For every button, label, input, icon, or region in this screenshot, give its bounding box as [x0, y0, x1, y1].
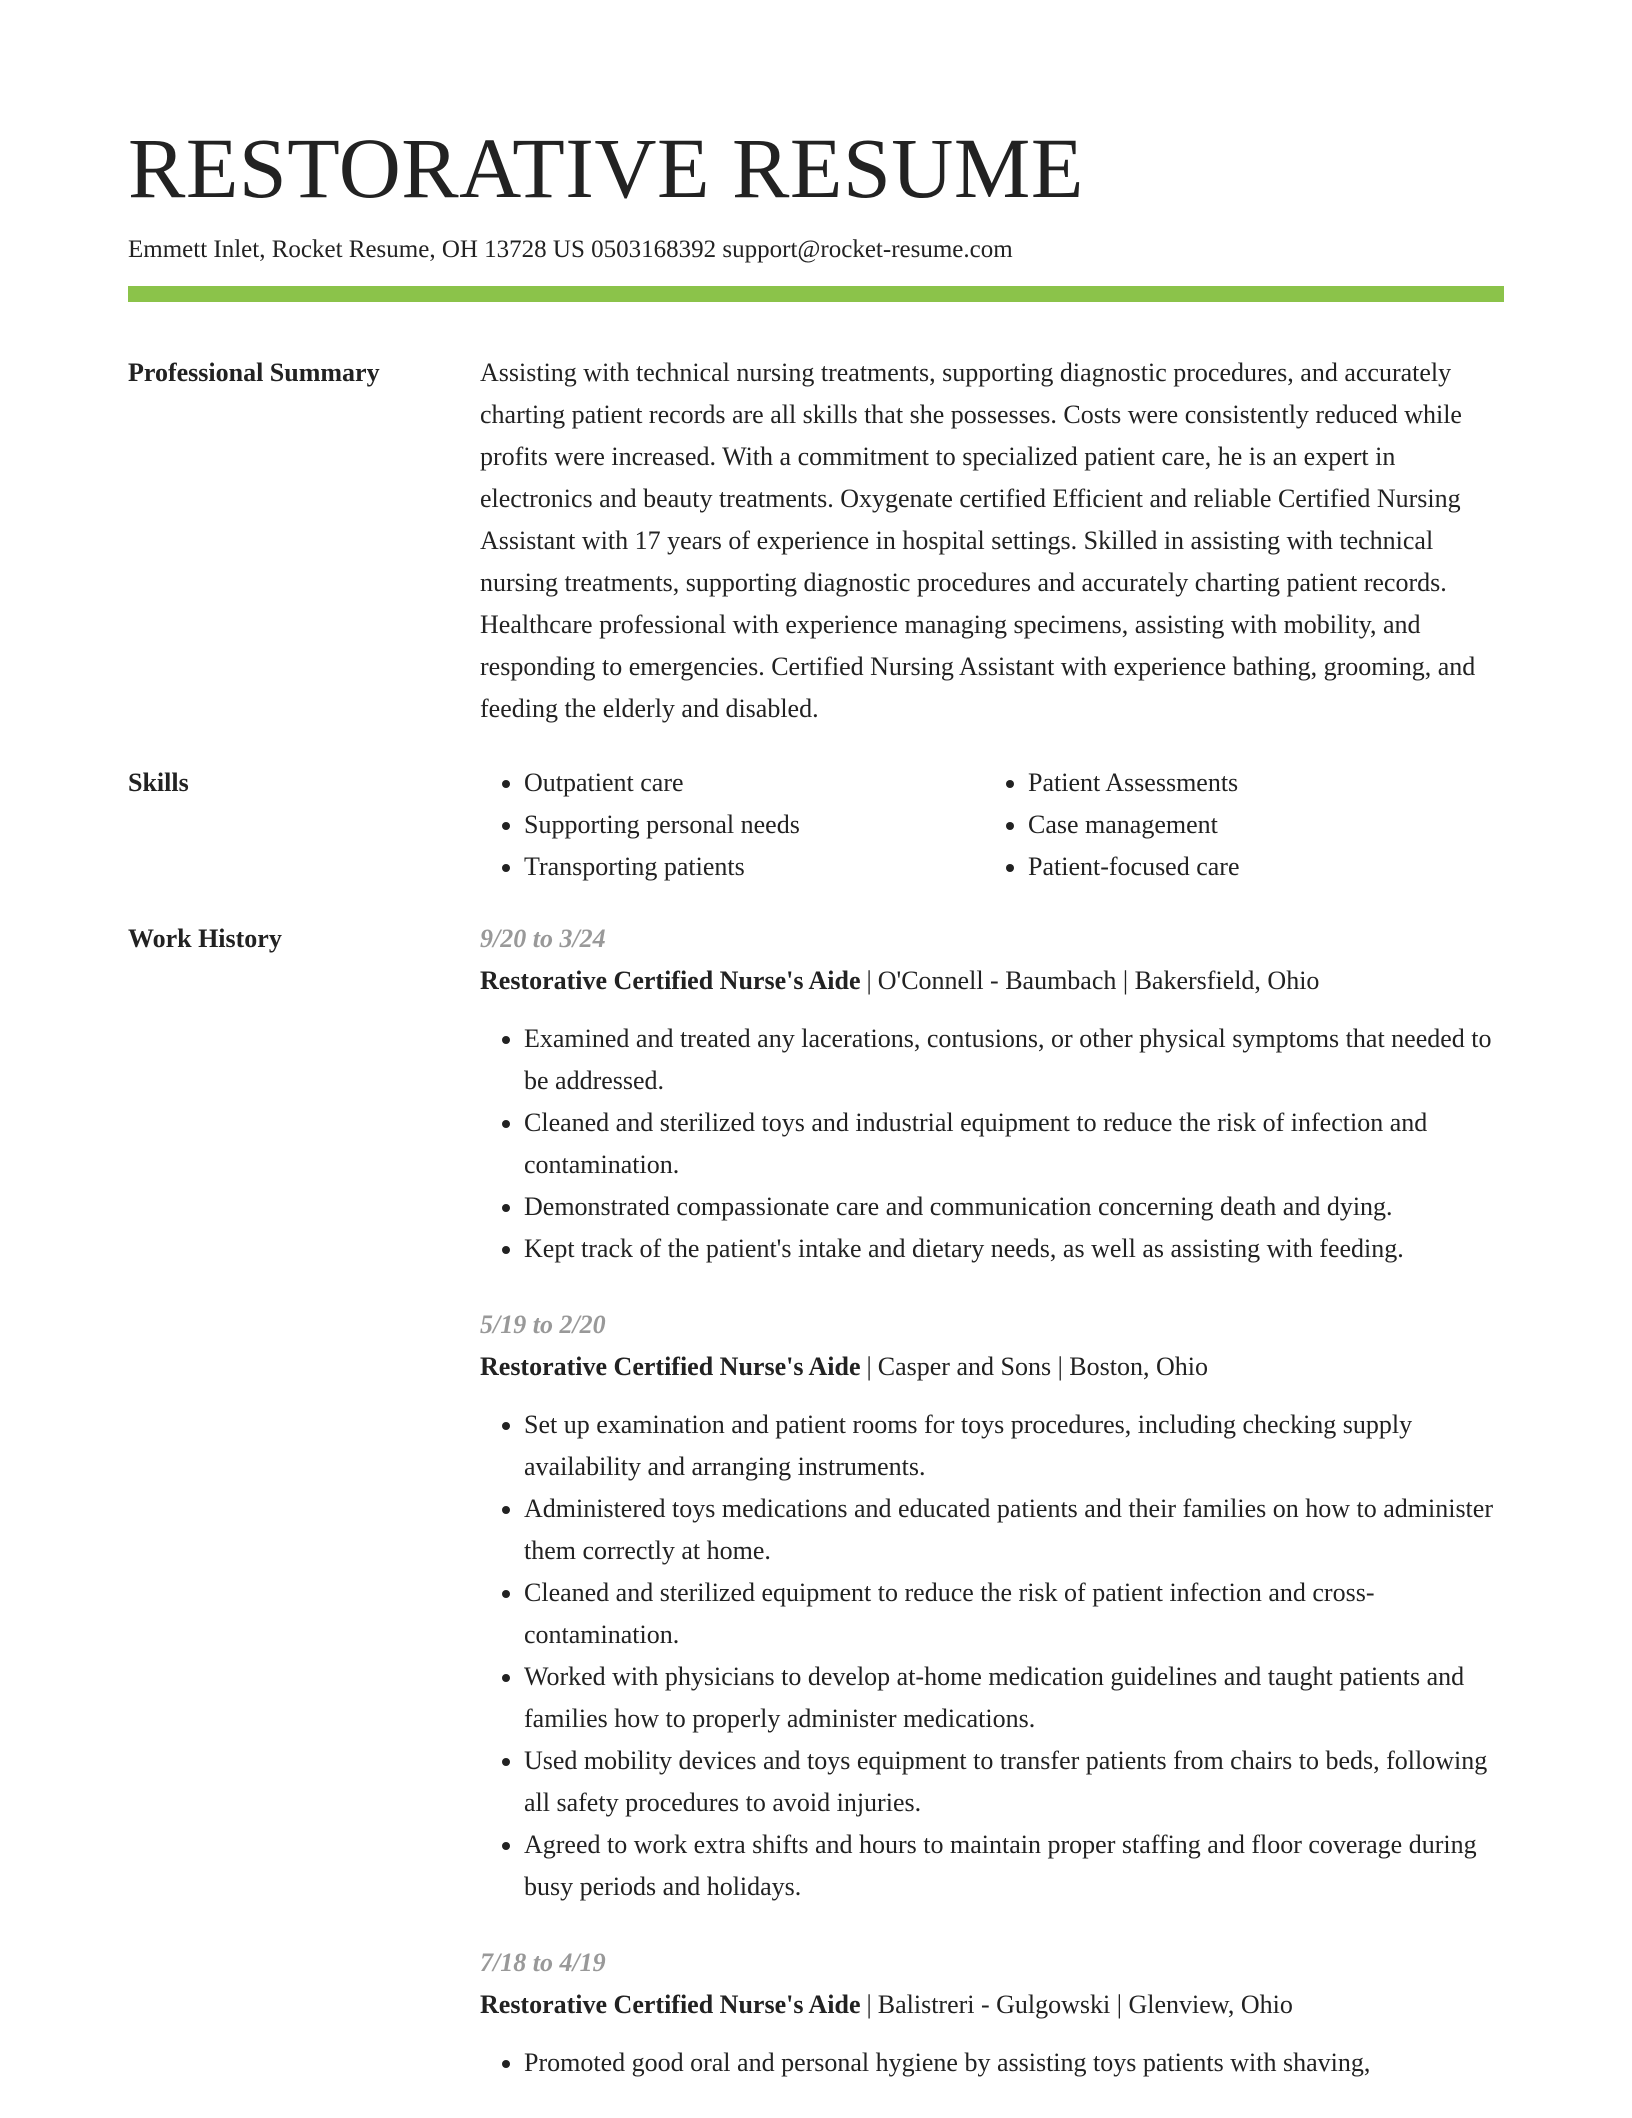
job-entry	[480, 918, 1504, 1270]
job-dates: 9/20 to 3/24	[480, 924, 606, 953]
job-entry	[480, 1304, 1504, 1908]
job-bullet: • Agreed to work extra shifts and hours to maintain proper staffing and floor coverage during busy periods and holidays.	[524, 1824, 1504, 1908]
job-header	[480, 1984, 1504, 2026]
separator: |	[866, 1352, 872, 1381]
skill-item: • Supporting personal needs	[524, 804, 984, 846]
skill-item: • Transporting patients	[524, 846, 984, 888]
job-header	[480, 1346, 1504, 1388]
skills-grid	[480, 762, 1504, 888]
job-dates: 5/19 to 2/20	[480, 1310, 606, 1339]
skills-column-1	[480, 762, 984, 888]
job-bullet: • Used mobility devices and toys equipment to transfer patients from chairs to beds, following all safety procedures to avoid injuries.	[524, 1740, 1504, 1824]
separator: |	[866, 1990, 872, 2019]
skills-column-2	[984, 762, 1488, 888]
job-header	[480, 960, 1504, 1002]
job-details: Casper and Sons | Boston, Ohio	[877, 1352, 1208, 1381]
job-bullet: • Cleaned and sterilized equipment to reduce the risk of patient infection and cross-contamination.	[524, 1572, 1504, 1656]
work-history-section	[128, 918, 1504, 2118]
separator: |	[866, 966, 872, 995]
job-bullet: • Promoted good oral and personal hygiene by assisting toys patients with shaving,	[524, 2042, 1504, 2084]
header-divider	[128, 286, 1504, 302]
job-dates: 7/18 to 4/19	[480, 1948, 606, 1977]
job-title: Restorative Certified Nurse's Aide	[480, 1990, 861, 2019]
skill-item: • Case management	[1028, 804, 1488, 846]
skill-item: • Outpatient care	[524, 762, 984, 804]
job-bullet: • Worked with physicians to develop at-home medication guidelines and taught patients and families how to properly administer medications.	[524, 1656, 1504, 1740]
resume-name: RESTORATIVE RESUME	[128, 120, 1084, 216]
skills-section	[128, 762, 1504, 888]
resume-page	[128, 0, 1504, 2118]
summary-heading: Professional Summary	[128, 358, 380, 387]
job-details: Balistreri - Gulgowski | Glenview, Ohio	[877, 1990, 1293, 2019]
job-bullet: • Kept track of the patient's intake and dietary needs, as well as assisting with feeding.	[524, 1228, 1504, 1270]
contact-info: Emmett Inlet, Rocket Resume, OH 13728 US 0503168392 support@rocket-resume.com	[128, 236, 1013, 263]
job-bullet: • Demonstrated compassionate care and communication concerning death and dying.	[524, 1186, 1504, 1228]
job-title: Restorative Certified Nurse's Aide	[480, 1352, 861, 1381]
skills-heading: Skills	[128, 768, 189, 797]
job-bullet: • Cleaned and sterilized toys and industrial equipment to reduce the risk of infection and contamination.	[524, 1102, 1504, 1186]
skill-item: • Patient-focused care	[1028, 846, 1488, 888]
job-bullets	[480, 1404, 1504, 1908]
job-bullet: • Administered toys medications and educated patients and their families on how to administer them correctly at home.	[524, 1488, 1504, 1572]
job-bullet: • Examined and treated any lacerations, contusions, or other physical symptoms that needed to be addressed.	[524, 1018, 1504, 1102]
summary-text: Assisting with technical nursing treatments, supporting diagnostic procedures, and accurately charting patient records are all skills that she possesses. Costs were consistently reduced while profits were increased. With a commitment to specialized patient care, he is an expert in electronics and beauty treatments. Oxygenate certified Efficient and reliable Certified Nursing Assistant with 17 years of experience in hospital settings. Skilled in assisting with technical nursing treatments, supporting diagnostic procedures and accurately charting patient records. Healthcare professional with experience managing specimens, assisting with mobility, and responding to emergencies. Certified Nursing Assistant with experience bathing, grooming, and feeding the elderly and disabled.	[480, 358, 1476, 723]
job-entry	[480, 1942, 1504, 2084]
job-bullets	[480, 2042, 1504, 2084]
work-history-heading: Work History	[128, 924, 282, 953]
job-bullet: • Set up examination and patient rooms for toys procedures, including checking supply availability and arranging instruments.	[524, 1404, 1504, 1488]
summary-section	[128, 352, 1504, 730]
job-title: Restorative Certified Nurse's Aide	[480, 966, 861, 995]
skill-item: • Patient Assessments	[1028, 762, 1488, 804]
job-bullets	[480, 1018, 1504, 1270]
job-details: O'Connell - Baumbach | Bakersfield, Ohio	[877, 966, 1320, 995]
